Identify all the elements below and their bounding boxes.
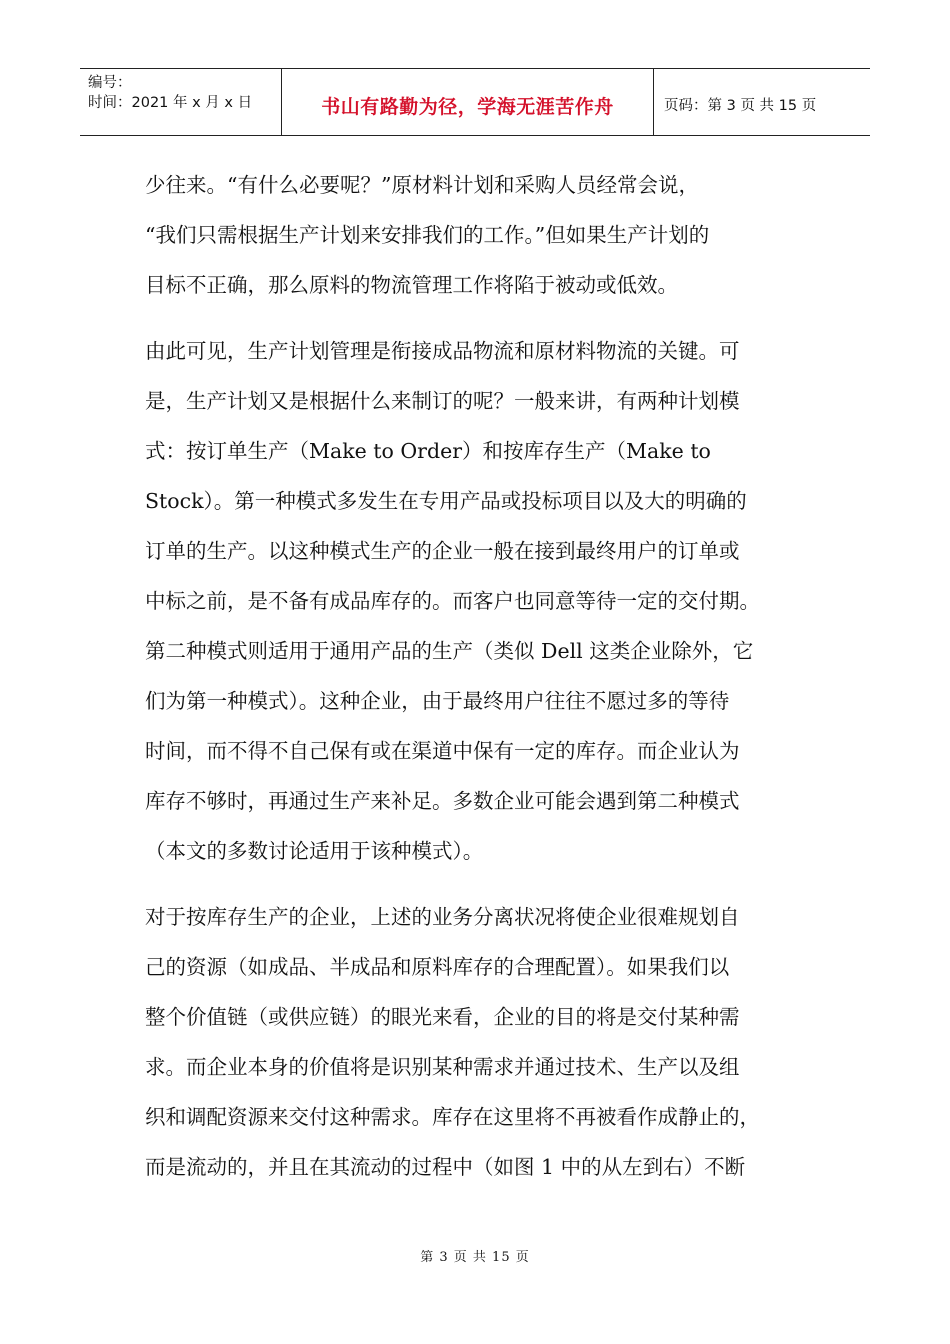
header-meta — [80, 69, 282, 135]
paragraph-line: 式：按订单生产（Make to Order）和按库存生产（Make to — [145, 439, 711, 463]
paragraph-line: 对于按库存生产的企业，上述的业务分离状况将使企业很难规划自 — [145, 905, 740, 929]
paragraph-line: 目标不正确，那么原料的物流管理工作将陷于被动或低效。 — [145, 273, 678, 297]
paragraph-line: 订单的生产。以这种模式生产的企业一般在接到最终用户的订单或 — [145, 539, 740, 563]
paragraph-line: 是，生产计划又是根据什么来制订的呢？一般来讲，有两种计划模 — [145, 389, 740, 413]
paragraph-3 — [145, 892, 810, 1192]
header-table — [80, 68, 870, 136]
document-number-label: 编号： — [88, 75, 132, 91]
paragraph-line: 求。而企业本身的价值将是识别某种需求并通过技术、生产以及组 — [145, 1055, 740, 1079]
paragraph-line: 时间，而不得不自己保有或在渠道中保有一定的库存。而企业认为 — [145, 739, 740, 763]
paragraph-line: 中标之前，是不备有成品库存的。而客户也同意等待一定的交付期。 — [145, 589, 760, 613]
paragraph-line: Stock）。第一种模式多发生在专用产品或投标项目以及大的明确的 — [145, 489, 747, 513]
header-motto-cell — [282, 69, 654, 135]
header-page-label: 页码：第 3 页 共 15 页 — [664, 97, 817, 114]
paragraph-line: “我们只需根据生产计划来安排我们的工作。”但如果生产计划的 — [145, 223, 710, 247]
paragraph-line: 们为第一种模式）。这种企业，由于最终用户往往不愿过多的等待 — [145, 689, 730, 713]
paragraph-line: （本文的多数讨论适用于该种模式）。 — [145, 839, 484, 863]
paragraph-line: 己的资源（如成品、半成品和原料库存的合理配置）。如果我们以 — [145, 955, 730, 979]
paragraph-line: 整个价值链（或供应链）的眼光来看，企业的目的将是交付某种需 — [145, 1005, 740, 1029]
paragraph-line: 第二种模式则适用于通用产品的生产（类似 Dell 这类企业除外，它 — [145, 639, 754, 663]
paragraph-line: 少往来。“有什么必要呢？”原材料计划和采购人员经常会说， — [145, 173, 699, 197]
header-motto: 书山有路勤为径，学海无涯苦作舟 — [321, 95, 614, 118]
paragraph-2 — [145, 326, 810, 876]
header-page-cell — [654, 69, 870, 135]
document-body — [145, 160, 810, 1192]
paragraph-line: 而是流动的，并且在其流动的过程中（如图 1 中的从左到右）不断 — [145, 1155, 746, 1179]
paragraph-1 — [145, 160, 810, 310]
paragraph-line: 织和调配资源来交付这种需求。库存在这里将不再被看作成静止的， — [145, 1105, 760, 1129]
page-footer: 第 3 页 共 15 页 — [420, 1250, 530, 1265]
paragraph-line: 由此可见，生产计划管理是衔接成品物流和原材料物流的关键。可 — [145, 339, 740, 363]
paragraph-line: 库存不够时，再通过生产来补足。多数企业可能会遇到第二种模式 — [145, 789, 740, 813]
document-date-label: 时间：2021 年 x 月 x 日 — [88, 95, 253, 111]
